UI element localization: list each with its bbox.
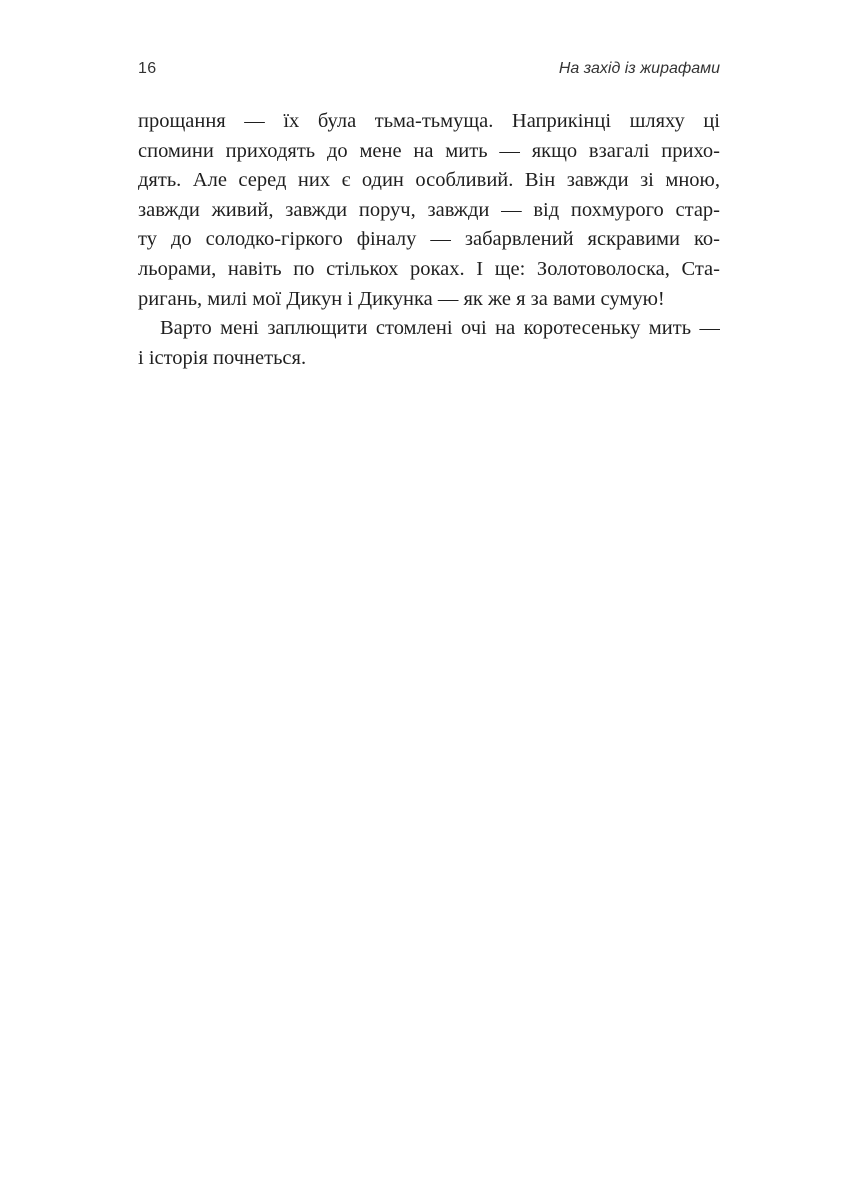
running-title: На захід із жирафами [558,60,720,77]
text-line: прощання — їх була тьма-тьмуща. Наприкінці шляху ці [138,110,720,132]
text-line: Варто мені заплющити стомлені очі на коротесеньку мить — [160,317,720,340]
body-text [138,107,720,373]
text-line: дять. Але серед них є один особливий. Він завжди зі мною, [138,169,720,192]
text-line: спомини приходять до мене на мить — якщо взагалі прихо- [138,139,720,162]
page-number: 16 [138,60,157,77]
text-line: і історія почнеться. [138,346,307,369]
text-line: льорами, навіть по стількох роках. І ще: Золотоволоска, Ста- [138,257,720,280]
running-header [138,60,720,84]
text-line: ригань, милі мої Дикун і Дикунка — як же я за вами сумую! [138,287,665,310]
text-line: завжди живий, завжди поруч, завжди — від похмурого стар- [138,198,720,221]
paragraph-2 [138,314,720,373]
text-line: ту до солодко-гіркого фіналу — забарвлений яскравими ко- [138,228,720,251]
paragraph-1 [138,107,720,314]
